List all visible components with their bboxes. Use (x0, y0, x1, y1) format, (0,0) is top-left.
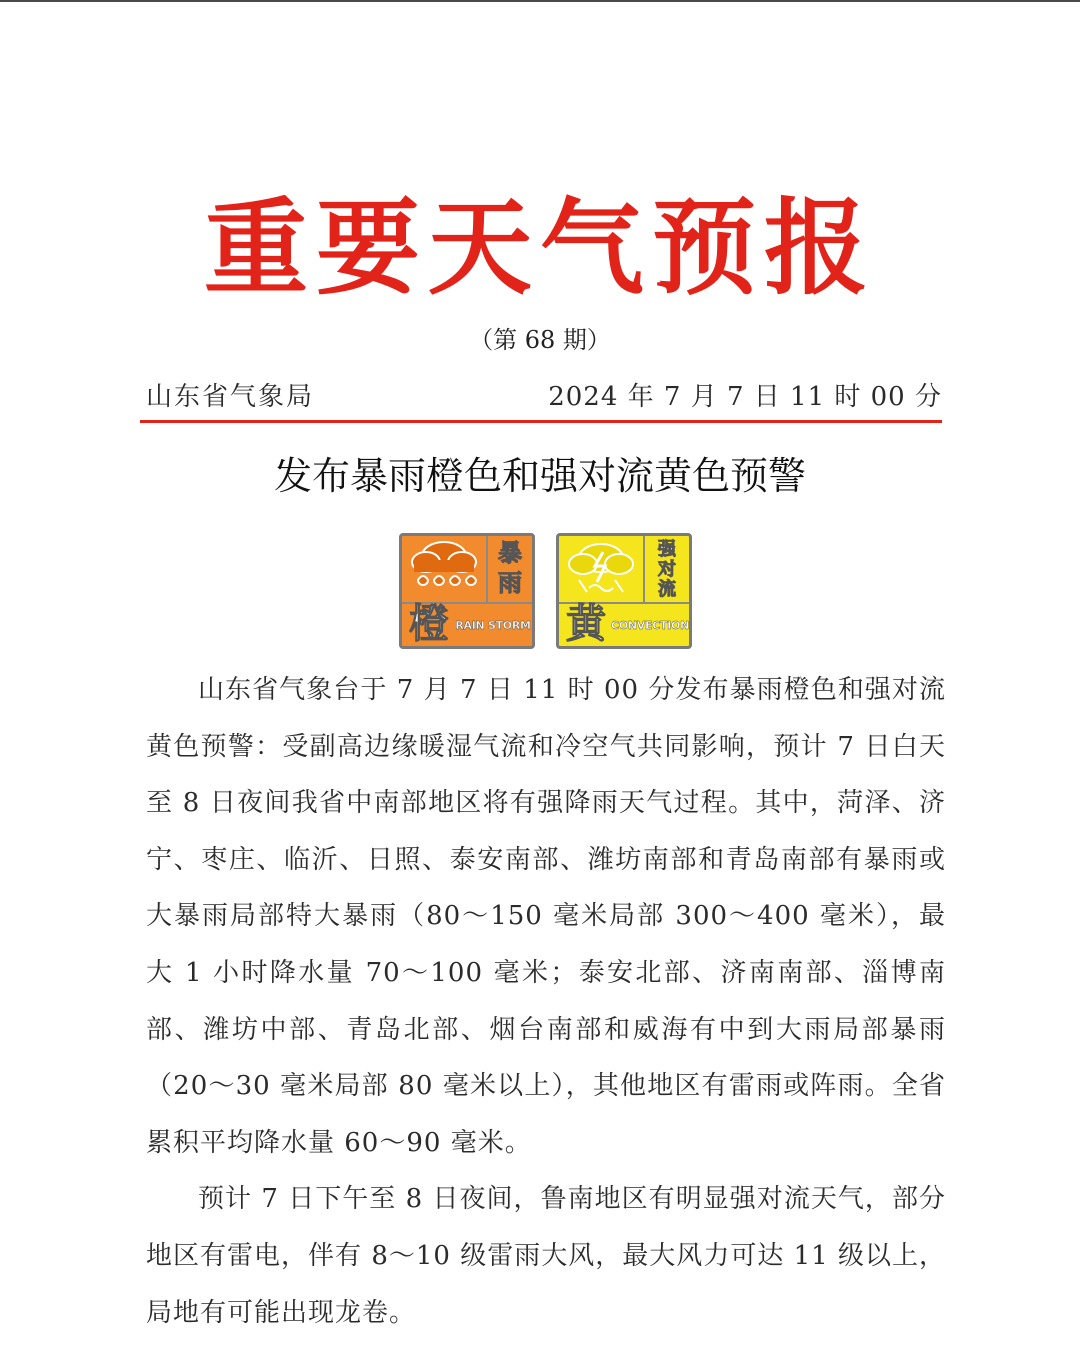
forecast-paragraph: 山东省气象台于 7 月 7 日 11 时 00 分发布暴雨橙色和强对流黄色预警：受副高边缘暖湿气流和冷空气共同影响，预计 7 日白天至 8 日夜间我省中南部地区将有强降雨天气过程。其中，菏泽、济宁、枣庄、临沂、日照、泰安南部、潍坊南部和青岛南部有暴雨或大暴雨局部特大暴雨（80～150 毫米局部 300～400 毫米），最大 1 小时降水量 70～100 毫米；泰安北部、济南南部、淄博南部、潍坊中部、青岛北部、烟台南部和威海有中到大雨局部暴雨（20～30 毫米局部 80 毫米以上），其他地区有雷雨或阵雨。全省累积平均降水量 60～90 毫米。 (146, 675, 946, 1158)
signal-level: 橙 (409, 601, 449, 647)
signal-english-label: CONVECTION (611, 619, 689, 632)
signal-type-char: 流 (658, 579, 676, 600)
signal-type-char: 暴 (498, 539, 522, 567)
masthead-title: 重要天气预报 (203, 187, 876, 309)
signal-type-char: 强 (658, 539, 676, 560)
signal-type-char: 对 (658, 559, 676, 580)
warning-headline: 发布暴雨橙色和强对流黄色预警 (273, 454, 806, 498)
top-border (0, 0, 1080, 2)
signal-type-char: 雨 (498, 569, 522, 597)
issuer-row (146, 377, 942, 417)
red-divider (140, 420, 942, 423)
rainstorm-orange-signal (399, 533, 535, 649)
issuer-name: 山东省气象局 (146, 382, 315, 412)
rain-cloud-icon (402, 536, 486, 602)
signal-english-label: RAIN STORM (455, 619, 531, 632)
thunder-cloud-icon (559, 536, 643, 602)
convection-yellow-signal (556, 533, 692, 649)
signal-level: 黄 (566, 601, 606, 647)
signal-type (488, 538, 532, 602)
forecast-body (146, 662, 946, 1341)
issue-number: （第 68 期） (469, 326, 611, 354)
forecast-paragraph: 预计 7 日下午至 8 日夜间，鲁南地区有明显强对流天气，部分地区有雷电，伴有 8～10 级雷雨大风，最大风力可达 11 级以上，局地有可能出现龙卷。 (146, 1184, 946, 1328)
signal-type (645, 540, 689, 604)
issue-datetime: 2024 年 7 月 7 日 11 时 00 分 (548, 382, 942, 412)
